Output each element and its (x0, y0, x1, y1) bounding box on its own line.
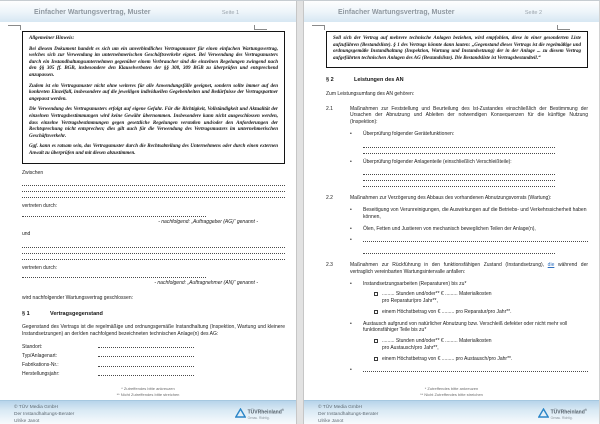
footnote-2: ** Nicht Zutreffendes bitte streichen (420, 391, 483, 397)
page-1 (0, 1, 296, 424)
clause-number: 2.1 (326, 105, 333, 112)
registered-mark: ® (281, 408, 284, 412)
page-header-title: Einfacher Wartungsvertrag, Muster (338, 9, 455, 16)
bullet-item (350, 207, 588, 221)
bullet-item-blank (350, 237, 588, 244)
checkbox-line: ......... Stunden und/oder** € ......... Materialkosten (382, 291, 492, 298)
field-label: Typ/Anlagenart: (22, 352, 58, 359)
checkbox (374, 292, 378, 296)
bullet-icon (350, 237, 363, 244)
checkbox-line: pro Austausch/pro Jahr**, (382, 344, 439, 351)
checkbox-text (382, 291, 588, 305)
fill-in-line (363, 248, 555, 254)
vertreten-label: vertreten durch: (22, 264, 58, 271)
page-number-label: Seite 2 (524, 9, 542, 16)
logo-name: TÜVRheinland (247, 409, 282, 416)
page-1-header (0, 1, 296, 22)
copyright-block (318, 404, 378, 424)
general-notice-box (22, 31, 285, 164)
field-row (22, 362, 285, 369)
fill-in-lines (363, 248, 588, 254)
logo-text (551, 408, 587, 420)
checkbox (374, 310, 378, 314)
text-boundary-row (0, 22, 296, 31)
clause-2-2 (326, 195, 588, 254)
crop-mark-right-icon (254, 25, 267, 30)
bullet-item (350, 321, 588, 335)
checkbox (374, 339, 378, 343)
field-row (22, 353, 285, 360)
section-2-heading (326, 77, 588, 84)
copyright-line: Der Instandhaltungs-Berater (14, 412, 75, 418)
logo-tagline: Genau. Richtig. (550, 415, 573, 420)
footer-bar (304, 400, 599, 424)
bullet-item (350, 159, 588, 166)
clause-number: 2.2 (326, 195, 333, 202)
tuv-triangle-icon (538, 408, 549, 418)
vertreten-label: vertreten durch: (22, 203, 58, 210)
bullet-icon (350, 159, 363, 166)
bullet-text: Überprüfung folgender Anlagenteile (einschließlich Verschleißteile): (363, 158, 512, 165)
notice-paragraph: Zudem ist ein Vertragsmuster nicht ohne weiteres für alle Anwendungsfälle geeignet, sondern sollte immer auf den konkreten Einzelfall, insbesondere auf die jeweiligen individuellen Gegebenheiten und Bedürfnisse der Vertragspartner angepasst werden. (29, 83, 278, 102)
section-title: Vertragsgegenstand (50, 310, 103, 317)
text-boundary-row (304, 22, 599, 31)
fill-in-line (363, 237, 588, 242)
registered-mark: ® (584, 408, 587, 412)
field-label: Fabrikations-Nr.: (22, 362, 59, 369)
clause-text: Maßnahmen zur Verzögerung des Abbaus des vorhandenen Abnutzungsvorrats (Wartung): (350, 195, 552, 202)
clause-text: Maßnahmen zur Feststellung und Beurteilung des Ist-Zustandes einschließlich der Bestimmung der Ursachen der Abnutzung und Ableiten der notwendigen Konsequenzen für die künftige Nutzung (Inspektion): (350, 105, 588, 126)
field-label: Standort: (22, 343, 43, 350)
fill-in-line (363, 181, 555, 187)
fill-in-line (98, 344, 194, 349)
logo-name: TÜVRheinland (550, 409, 585, 416)
fill-in-lines (363, 142, 588, 154)
auftragnehmer-note: - nachfolgend: „Auftragnehmer (AN)“ genannt - (154, 280, 258, 287)
notice-paragraph: Bei diesem Dokument handelt es sich um ein unverbindliches Vertragsmuster für einen einfachen Wartungsvertrag, welches sich zur Verwendung im unternehmerischen Geschäftsverkehr eignet. Bei Verwendung des Vertragsmusters durch ein Instandhaltungsunternehmen gegenüber einem Verbraucher sind die einzelnen Regelungen zwingend nach den §§ 305 ff. BGB, insbesondere den Klauselverboten der §§ 308, 309 BGB zu überprüfen und entsprechend anzupassen. (29, 46, 278, 78)
fill-in-line (363, 367, 588, 372)
page-2-content (304, 31, 599, 386)
field-label: Herstellungsjahr: (22, 371, 60, 378)
checkbox-line: ......... Stunden und/oder** € ......... Materialkosten (382, 338, 492, 345)
checkbox-text (382, 338, 588, 352)
section-1-body: Gegenstand des Vertrags ist die regelmäßige und ordnungsgemäße Instandhaltung (Inspektion, Wartung und kleinere Instandsetzungen) an der/den nachfolgend bezeichneten technischen Anlage(n) des AG: (22, 324, 285, 337)
bullet-icon (350, 226, 363, 233)
section-number: § 2 (326, 77, 334, 84)
bestandsliste-hint-box (326, 31, 588, 68)
und-label: und (22, 230, 31, 237)
fill-in-lines (363, 169, 588, 187)
footnotes (0, 386, 296, 400)
copyright-line: Der Instandhaltungs-Berater (318, 412, 379, 418)
logo-text (248, 408, 284, 420)
zwischen-label: Zwischen (22, 169, 44, 176)
copyright-line: © TÜV Media GmbH (318, 405, 362, 410)
field-row (22, 344, 285, 351)
crop-mark-left-icon (312, 25, 325, 30)
page-header-title: Einfacher Wartungsvertrag, Muster (34, 9, 151, 16)
fill-in-line (22, 254, 285, 260)
copyright-line: Ulrike Janot (318, 419, 344, 424)
notice-paragraph: Die Verwendung des Vertragsmusters erfolgt auf eigene Gefahr. Für die Richtigkeit, Vollständigkeit und Aktualität der einzelnen Vertragsbestimmungen wird keine Gewähr übernommen. Insbesondere kann nicht ausgeschlossen werden, dass einzelne Vertragsbestimmungen gegen gesetzliche Regelungen verstoßen und/oder den Anforderungen der Rechtsprechung nicht entsprechen; dies gilt auch für die Verwendung des Vertragsmusters im unternehmerischen Geschäftsverkehr. (29, 107, 278, 139)
auftraggeber-note: - nachfolgend: „Auftraggeber (AG)“ genannt - (158, 219, 258, 225)
section-title: Leistungen des AN (354, 77, 404, 84)
field-row (22, 371, 285, 378)
bullet-icon (350, 207, 363, 221)
checkbox-text: einem Höchstbetrag von € ......... pro Austausch/pro Jahr**. (382, 355, 513, 362)
party-2-lines (22, 242, 285, 260)
crop-mark-left-icon (8, 25, 21, 30)
bullet-icon (350, 281, 363, 288)
bullet-icon (350, 321, 363, 335)
section-number: § 1 (22, 310, 30, 317)
copyright-line: Ulrike Janot (14, 419, 40, 424)
hint-paragraph: Soll sich der Vertrag auf mehrere technische Anlagen beziehen, wird empfohlen, diese in einer gesonderten Liste aufzuführen (Bestandsliste). § 1 des Vertrags könnte dann lauten: „Gegenstand dieses Vertrags ist die regelmäßige und ordnungsgemäße Instandhaltung (Inspektion, Wartung und Instandsetzung) der in der Anlage ... zu diesem Vertrag aufgeführten technischen Anlagen des AG (Bestandsliste). Die Bestandsliste ist Vertragsbestandteil.“ (333, 36, 581, 61)
notice-heading: Allgemeiner Hinweis: (29, 36, 75, 41)
page-1-content (0, 31, 296, 386)
clause-2-1 (326, 106, 588, 188)
footnote-2: ** Nicht Zutreffendes bitte streichen (116, 391, 180, 397)
tuv-rheinland-logo (235, 408, 284, 420)
bullet-text: Beseitigung von Verunreinigungen, die Auswirkungen auf die Betriebs- und Verkehrssicherheit haben können, (363, 207, 587, 220)
fill-in-line (22, 212, 206, 217)
clause-text-part: Maßnahmen zur Rückführung in den funktionsfähigen Zustand (Instandsetzung), (350, 262, 545, 269)
page-divider (296, 1, 304, 424)
bullet-item-blank (350, 367, 588, 374)
logo-tagline: Genau. Richtig. (247, 415, 270, 420)
bullet-text: Austausch aufgrund von natürlicher Abnutzung bzw. Verschleiß defekter oder nicht mehr voll funktionsfähiger Teile bis zu* (363, 320, 568, 334)
bullet-item (350, 131, 588, 138)
page-2-footer (304, 386, 599, 424)
checkbox-text: einem Höchstbetrag von € ......... pro Reparatur/pro Jahr**. (382, 308, 512, 315)
bullet-item (350, 226, 588, 233)
clause-number: 2.3 (326, 262, 333, 269)
page-2 (304, 1, 600, 424)
closing-clause: wird nachfolgender Wartungsvertrag geschlossen: (22, 295, 133, 301)
page-1-footer (0, 386, 296, 424)
bullet-text: Überprüfung folgender Gerätefunktionen: (363, 130, 455, 137)
clause-text-part: während der vertraglich vereinbarten Wartungsintervalle anfallen: (350, 262, 589, 275)
fill-in-line (22, 192, 285, 198)
party-1-lines (22, 180, 285, 198)
checkbox-option (374, 291, 588, 305)
checkbox-option (374, 338, 588, 352)
bullet-item (350, 281, 588, 288)
bullet-icon (350, 131, 363, 138)
copyright-block (14, 404, 74, 424)
clause-text (350, 262, 588, 276)
fill-in-line (98, 362, 194, 367)
tuv-triangle-icon (235, 408, 246, 418)
footnotes (304, 386, 599, 400)
fill-in-line (22, 273, 206, 278)
fill-in-line (363, 148, 555, 154)
bullet-text: Instandsetzungsarbeiten (Reparaturen) bis zu* (363, 280, 467, 287)
bullet-icon (350, 367, 363, 374)
footnote-1: * Zutreffendes bitte ankreuzen (424, 385, 479, 391)
checkbox-option (374, 309, 588, 316)
asset-fields (22, 344, 285, 379)
page-2-header (304, 1, 599, 22)
checkbox (374, 357, 378, 361)
link-die[interactable]: die (547, 262, 555, 269)
tuv-rheinland-logo (538, 408, 587, 420)
fill-in-line (98, 371, 194, 376)
page-number-label: Seite 1 (221, 9, 239, 16)
copyright-line: © TÜV Media GmbH (14, 405, 58, 410)
section-1-heading (22, 311, 285, 318)
fill-in-line (98, 353, 194, 358)
crop-mark-right-icon (557, 25, 570, 30)
checkbox-option (374, 356, 588, 363)
checkbox-line: pro Reparatur/pro Jahr**, (382, 298, 438, 305)
clause-2-3 (326, 262, 588, 374)
footnote-1: * Zutreffendes bitte ankreuzen (121, 385, 175, 391)
notice-paragraph: Ggf. kann es ratsam sein, das Vertragsmuster durch die Rechtsabteilung des Unternehmens oder durch einen externen Anwalt zu überprüfen und mit diesen abzustimmen. (29, 144, 278, 156)
footer-bar (0, 400, 296, 424)
section-2-intro: Zum Leistungsumfang des AN gehören: (326, 90, 415, 97)
bullet-text: Ölen, Fetten und Justieren von mechanisch beweglichen Teilen der Anlage(n), (363, 225, 536, 232)
